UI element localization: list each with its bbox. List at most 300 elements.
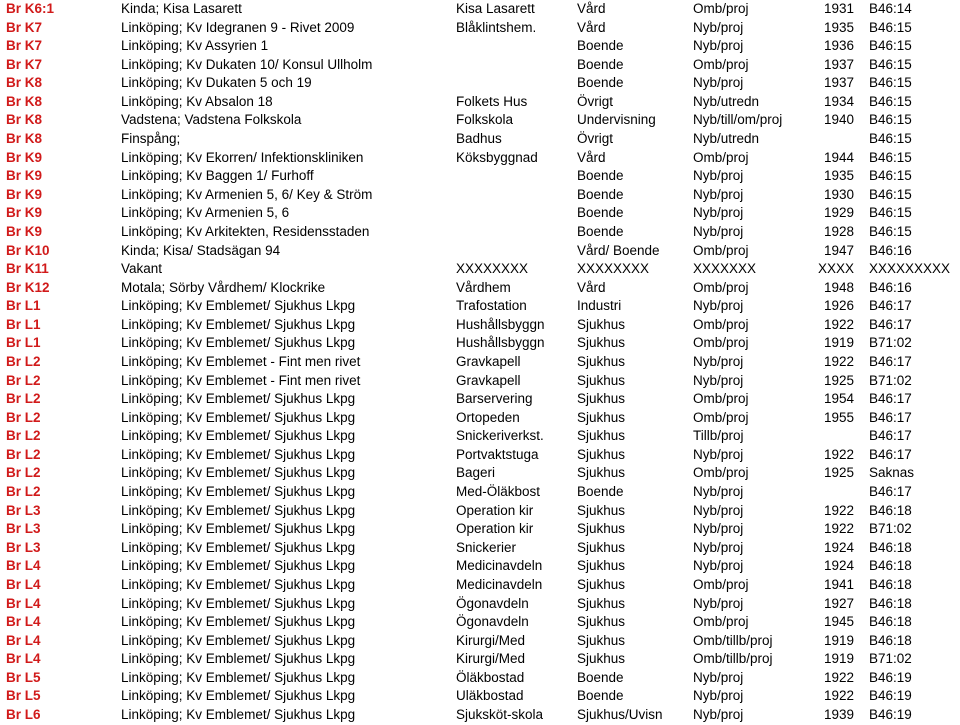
location-cell: Linköping; Kv Emblemet/ Sjukhus Lkpg [121,614,356,630]
record-id-cell: Br L3 [6,502,41,518]
work-type-cell: Omb/proj [693,465,749,481]
building-cell: Gravkapell [456,353,521,369]
year-cell: 1955 [823,409,854,425]
category-cell: Undervisning [577,112,656,128]
location-cell: Linköping; Kv Emblemet/ Sjukhus Lkpg [121,428,356,444]
record-id-cell: Br K6:1 [6,1,55,16]
table-row [0,446,960,465]
table-row [0,334,960,353]
work-type-cell: Omb/proj [693,279,749,295]
year-cell: 1940 [823,112,854,128]
year-cell: 1928 [823,223,854,239]
building-cell: Hushållsbyggn [456,316,545,332]
record-id-cell: Br L2 [6,409,41,425]
location-cell: Linköping; Kv Emblemet/ Sjukhus Lkpg [121,539,356,555]
table-row [0,632,960,651]
year-cell: 1922 [823,353,854,369]
location-cell: Motala; Sörby Vårdhem/ Klockrike [121,279,326,295]
record-id-cell: Br K10 [6,242,50,258]
record-id-cell: Br K12 [6,279,50,295]
building-cell: Ortopeden [456,409,520,425]
reference-cell: B46:18 [869,576,912,592]
record-id-cell: Br K8 [6,93,43,109]
reference-cell: B46:17 [869,298,912,314]
work-type-cell: Nyb/proj [693,706,744,722]
table-row [0,186,960,205]
record-id-cell: Br L3 [6,539,41,555]
record-id-cell: Br L6 [6,706,41,722]
reference-cell: B46:16 [869,279,912,295]
location-cell: Linköping; Kv Emblemet/ Sjukhus Lkpg [121,651,356,667]
work-type-cell: Nyb/proj [693,298,744,314]
reference-cell: B46:17 [869,484,912,500]
building-cell: Operation kir [456,502,534,518]
location-cell: Linköping; Kv Emblemet/ Sjukhus Lkpg [121,484,356,500]
work-type-cell: Omb/tillb/proj [693,651,773,667]
building-cell: Kirurgi/Med [456,651,526,667]
record-id-cell: Br L5 [6,669,41,685]
record-id-cell: Br L1 [6,298,41,314]
category-cell: Boende [577,669,624,685]
location-cell: Linköping; Kv Ekorren/ Infektionskliniken [121,149,364,165]
year-cell: 1925 [823,465,854,481]
category-cell: Industri [577,298,622,314]
reference-cell: B46:18 [869,502,912,518]
table-row [0,297,960,316]
building-cell: Köksbyggnad [456,149,538,165]
building-cell: Folkets Hus [456,93,528,109]
year-cell: 1929 [823,205,854,221]
building-cell: Öläkbostad [456,669,525,685]
reference-cell: B46:15 [869,38,912,54]
work-type-cell: Nyb/proj [693,539,744,555]
year-cell: 1922 [823,502,854,518]
table-row [0,149,960,168]
category-cell: Övrigt [577,93,614,109]
work-type-cell: Nyb/proj [693,205,744,221]
building-cell: Uläkbostad [456,688,524,704]
table-row [0,520,960,539]
reference-cell: B46:15 [869,75,912,91]
location-cell: Linköping; Kv Emblemet/ Sjukhus Lkpg [121,316,356,332]
category-cell: Sjukhus [577,651,626,667]
category-cell: Boende [577,38,624,54]
category-cell: Sjukhus [577,409,626,425]
building-cell: Med-Öläkbost [456,484,541,500]
year-cell: 1937 [823,75,854,91]
location-cell: Linköping; Kv Emblemet/ Sjukhus Lkpg [121,576,356,592]
work-type-cell: Nyb/proj [693,521,744,537]
location-cell: Linköping; Kv Emblemet/ Sjukhus Lkpg [121,298,356,314]
location-cell: Linköping; Kv Emblemet/ Sjukhus Lkpg [121,669,356,685]
category-cell: Sjukhus [577,316,626,332]
table-row [0,260,960,279]
category-cell: Sjukhus [577,335,626,351]
work-type-cell: Omb/proj [693,149,749,165]
category-cell: Sjukhus [577,558,626,574]
building-cell: Folkskola [456,112,514,128]
category-cell: Vård [577,1,606,16]
table-row [0,223,960,242]
reference-cell: B46:17 [869,428,912,444]
table-row [0,595,960,614]
record-id-cell: Br K9 [6,223,43,239]
location-cell: Linköping; Kv Emblemet/ Sjukhus Lkpg [121,446,356,462]
table-row [0,316,960,335]
table-row [0,93,960,112]
record-id-cell: Br L2 [6,428,41,444]
work-type-cell: Omb/tillb/proj [693,632,773,648]
reference-cell: B46:15 [869,56,912,72]
record-id-cell: Br L2 [6,353,41,369]
year-cell: 1937 [823,56,854,72]
table-row [0,687,960,706]
record-id-cell: Br L2 [6,465,41,481]
work-type-cell: Nyb/proj [693,168,744,184]
record-id-cell: Br L1 [6,316,41,332]
reference-cell: B46:18 [869,558,912,574]
work-type-cell: Omb/proj [693,614,749,630]
table-row [0,111,960,130]
building-cell: Blåklintshem. [456,19,537,35]
record-id-cell: Br K7 [6,19,43,35]
work-type-cell: Omb/proj [693,56,749,72]
reference-cell: B46:17 [869,446,912,462]
category-cell: Sjukhus [577,391,626,407]
work-type-cell: Nyb/proj [693,669,744,685]
building-cell: Trafostation [456,298,527,314]
year-cell: 1924 [823,558,854,574]
location-cell: Vadstena; Vadstena Folkskola [121,112,302,128]
category-cell: Sjukhus [577,539,626,555]
reference-cell: B46:17 [869,353,912,369]
category-cell: Vård/ Boende [577,242,660,258]
work-type-cell: Omb/proj [693,576,749,592]
reference-cell: B71:02 [869,335,912,351]
year-cell: 1944 [823,149,854,165]
location-cell: Linköping; Kv Armenien 5, 6 [121,205,290,221]
record-id-cell: Br K8 [6,112,43,128]
work-type-cell: Nyb/proj [693,353,744,369]
table-row [0,0,960,19]
category-cell: Boende [577,205,624,221]
table-row [0,74,960,93]
building-cell: Badhus [456,131,502,147]
reference-cell: Saknas [869,465,915,481]
year-cell: 1919 [823,651,854,667]
location-cell: Linköping; Kv Emblemet/ Sjukhus Lkpg [121,688,356,704]
record-id-cell: Br L4 [6,651,41,667]
category-cell: Sjukhus [577,502,626,518]
year-cell: 1935 [823,168,854,184]
work-type-cell: Nyb/utredn [693,131,760,147]
location-cell: Linköping; Kv Emblemet/ Sjukhus Lkpg [121,595,356,611]
reference-cell: B71:02 [869,372,912,388]
record-id-cell: Br L2 [6,446,41,462]
reference-cell: B46:16 [869,242,912,258]
category-cell: Sjukhus [577,595,626,611]
location-cell: Linköping; Kv Emblemet/ Sjukhus Lkpg [121,558,356,574]
record-id-cell: Br L4 [6,576,41,592]
table-row [0,167,960,186]
location-cell: Kinda; Kisa/ Stadsägan 94 [121,242,281,258]
reference-cell: B46:15 [869,19,912,35]
year-cell: 1919 [823,335,854,351]
building-cell: Snickerier [456,539,517,555]
category-cell: Sjukhus [577,372,626,388]
reference-cell: B46:15 [869,131,912,147]
location-cell: Linköping; Kv Emblemet/ Sjukhus Lkpg [121,632,356,648]
table-row [0,464,960,483]
year-cell: 1941 [823,576,854,592]
record-id-cell: Br K11 [6,261,49,277]
building-cell: Portvaktstuga [456,446,539,462]
work-type-cell: Nyb/proj [693,446,744,462]
category-cell: Sjukhus [577,576,626,592]
year-cell: 1945 [823,614,854,630]
category-cell: Boende [577,223,624,239]
year-cell: 1919 [823,632,854,648]
category-cell: XXXXXXXX [577,261,650,277]
table-row [0,576,960,595]
table-row [0,390,960,409]
table-row [0,130,960,149]
work-type-cell: Nyb/proj [693,38,744,54]
location-cell: Linköping; Kv Emblemet/ Sjukhus Lkpg [121,391,356,407]
location-cell: Linköping; Kv Emblemet/ Sjukhus Lkpg [121,409,356,425]
table-row [0,557,960,576]
record-id-cell: Br L1 [6,335,41,351]
year-cell: 1922 [823,316,854,332]
work-type-cell: XXXXXXX [693,261,757,277]
year-cell: 1926 [823,298,854,314]
record-id-cell: Br L4 [6,632,41,648]
record-id-cell: Br L2 [6,484,41,500]
building-cell: Kisa Lasarett [456,1,535,16]
reference-cell: B46:19 [869,688,912,704]
location-cell: Linköping; Kv Emblemet/ Sjukhus Lkpg [121,465,356,481]
table-row [0,409,960,428]
building-cell: Vårdhem [456,279,511,295]
category-cell: Sjukhus [577,614,626,630]
year-cell: XXXX [817,261,854,277]
location-cell: Linköping; Kv Absalon 18 [121,93,273,109]
record-id-cell: Br L5 [6,688,41,704]
work-type-cell: Omb/proj [693,1,749,16]
table-row [0,372,960,391]
table-row [0,539,960,558]
work-type-cell: Nyb/utredn [693,93,760,109]
table-row [0,650,960,669]
year-cell: 1922 [823,446,854,462]
location-cell: Linköping; Kv Emblemet - Fint men rivet [121,372,361,388]
record-id-cell: Br L4 [6,558,41,574]
reference-cell: B46:17 [869,391,912,407]
category-cell: Boende [577,688,624,704]
category-cell: Boende [577,168,624,184]
reference-cell: B46:15 [869,93,912,109]
year-cell: 1922 [823,669,854,685]
record-id-cell: Br L3 [6,521,41,537]
year-cell: 1925 [823,372,854,388]
location-cell: Linköping; Kv Dukaten 5 och 19 [121,75,312,91]
work-type-cell: Nyb/proj [693,19,744,35]
work-type-cell: Tillb/proj [693,428,744,444]
reference-cell: B46:19 [869,706,912,722]
work-type-cell: Omb/proj [693,335,749,351]
building-cell: Kirurgi/Med [456,632,526,648]
year-cell: 1936 [823,38,854,54]
year-cell: 1947 [823,242,854,258]
year-cell: 1948 [823,279,854,295]
location-cell: Linköping; Kv Assyrien 1 [121,38,269,54]
reference-cell: B46:15 [869,149,912,165]
record-id-cell: Br L4 [6,595,41,611]
reference-cell: B46:18 [869,614,912,630]
year-cell: 1922 [823,688,854,704]
table-row [0,706,960,725]
year-cell: 1924 [823,539,854,555]
category-cell: Boende [577,186,624,202]
reference-cell: XXXXXXXXX [869,261,951,277]
reference-cell: B46:15 [869,186,912,202]
category-cell: Boende [577,56,624,72]
category-cell: Sjukhus [577,428,626,444]
year-cell: 1939 [823,706,854,722]
work-type-cell: Omb/proj [693,316,749,332]
building-cell: Ögonavdeln [456,595,529,611]
table-row [0,669,960,688]
work-type-cell: Nyb/proj [693,372,744,388]
year-cell: 1934 [823,93,854,109]
category-cell: Boende [577,75,624,91]
work-type-cell: Nyb/proj [693,558,744,574]
category-cell: Sjukhus [577,632,626,648]
location-cell: Linköping; Kv Emblemet/ Sjukhus Lkpg [121,706,356,722]
category-cell: Vård [577,279,606,295]
record-id-cell: Br L2 [6,391,41,407]
reference-cell: B46:15 [869,205,912,221]
work-type-cell: Nyb/till/om/proj [693,112,783,128]
table-row [0,483,960,502]
category-cell: Sjukhus [577,353,626,369]
record-id-cell: Br L4 [6,614,41,630]
record-id-cell: Br K9 [6,205,43,221]
year-cell: 1930 [823,186,854,202]
table-row [0,502,960,521]
reference-cell: B46:18 [869,539,912,555]
record-id-cell: Br K8 [6,75,43,91]
work-type-cell: Nyb/proj [693,75,744,91]
location-cell: Linköping; Kv Emblemet/ Sjukhus Lkpg [121,502,356,518]
location-cell: Linköping; Kv Idegranen 9 - Rivet 2009 [121,19,355,35]
category-cell: Sjukhus/Uvisn [577,706,663,722]
work-type-cell: Nyb/proj [693,186,744,202]
table-row [0,19,960,38]
category-cell: Vård [577,149,606,165]
work-type-cell: Omb/proj [693,391,749,407]
building-cell: Barservering [456,391,533,407]
record-id-cell: Br K8 [6,131,43,147]
location-cell: Linköping; Kv Emblemet/ Sjukhus Lkpg [121,521,356,537]
building-cell: Hushållsbyggn [456,335,545,351]
building-cell: Ögonavdeln [456,614,529,630]
building-cell: Sjuksköt-skola [456,706,544,722]
building-cell: Snickeriverkst. [456,428,544,444]
table-row [0,204,960,223]
category-cell: Sjukhus [577,446,626,462]
reference-cell: B46:15 [869,223,912,239]
year-cell: 1935 [823,19,854,35]
reference-cell: B46:17 [869,409,912,425]
location-cell: Linköping; Kv Dukaten 10/ Konsul Ullholm [121,56,373,72]
reference-cell: B46:14 [869,1,912,16]
table-row [0,242,960,261]
year-cell: 1954 [823,391,854,407]
reference-cell: B71:02 [869,651,912,667]
work-type-cell: Omb/proj [693,242,749,258]
category-cell: Övrigt [577,131,614,147]
reference-cell: B71:02 [869,521,912,537]
location-cell: Linköping; Kv Emblemet/ Sjukhus Lkpg [121,335,356,351]
record-id-cell: Br K7 [6,56,43,72]
reference-cell: B46:19 [869,669,912,685]
reference-cell: B46:17 [869,316,912,332]
record-id-cell: Br K9 [6,168,43,184]
building-cell: Bageri [456,465,496,481]
work-type-cell: Nyb/proj [693,688,744,704]
reference-cell: B46:15 [869,112,912,128]
table-row [0,353,960,372]
year-cell: 1922 [823,521,854,537]
location-cell: Linköping; Kv Armenien 5, 6/ Key & Ström [121,186,373,202]
table-row [0,279,960,298]
building-cell: XXXXXXXX [456,261,529,277]
record-id-cell: Br K9 [6,149,43,165]
location-cell: Linköping; Kv Arkitekten, Residensstaden [121,223,370,239]
location-cell: Linköping; Kv Emblemet - Fint men rivet [121,353,361,369]
work-type-cell: Nyb/proj [693,223,744,239]
category-cell: Vård [577,19,606,35]
work-type-cell: Nyb/proj [693,595,744,611]
category-cell: Boende [577,484,624,500]
location-cell: Vakant [121,261,163,277]
work-type-cell: Nyb/proj [693,502,744,518]
building-cell: Operation kir [456,521,534,537]
building-cell: Medicinavdeln [456,576,543,592]
record-id-cell: Br L2 [6,372,41,388]
building-cell: Gravkapell [456,372,521,388]
location-cell: Linköping; Kv Baggen 1/ Furhoff [121,168,314,184]
work-type-cell: Omb/proj [693,409,749,425]
location-cell: Kinda; Kisa Lasarett [121,1,242,16]
table-row [0,613,960,632]
year-cell: 1927 [823,595,854,611]
location-cell: Finspång; [121,131,181,147]
table-row [0,37,960,56]
record-id-cell: Br K7 [6,38,43,54]
reference-cell: B46:18 [869,632,912,648]
category-cell: Sjukhus [577,521,626,537]
table-row [0,56,960,75]
year-cell: 1931 [823,1,854,16]
table-row [0,427,960,446]
category-cell: Sjukhus [577,465,626,481]
record-id-cell: Br K9 [6,186,43,202]
work-type-cell: Nyb/proj [693,484,744,500]
reference-cell: B46:15 [869,168,912,184]
building-cell: Medicinavdeln [456,558,543,574]
